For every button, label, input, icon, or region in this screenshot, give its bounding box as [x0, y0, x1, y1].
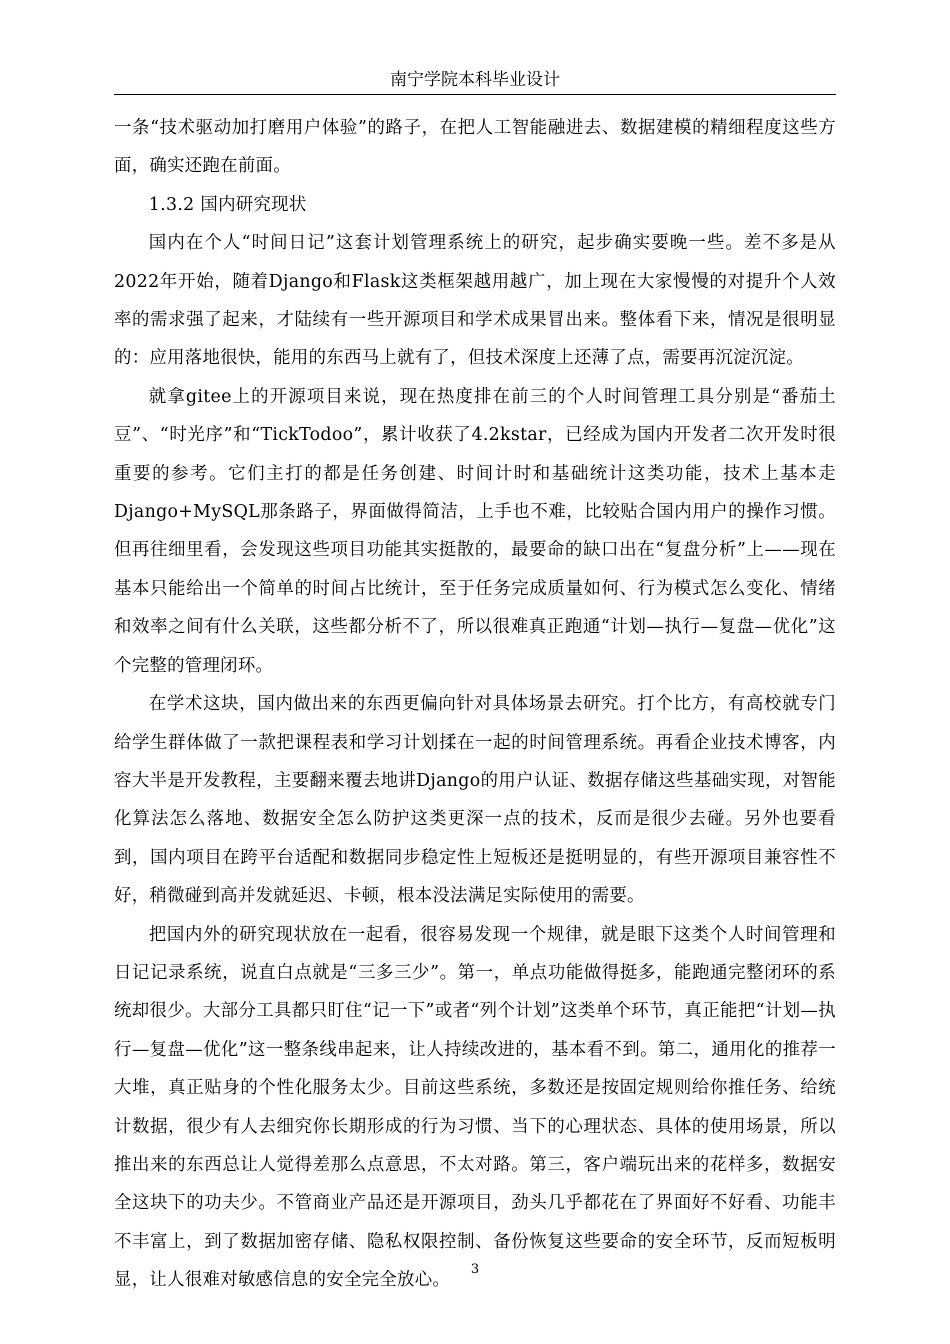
document-body — [114, 109, 836, 1300]
paragraph-1: 国内在个人“时间日记”这套计划管理系统上的研究，起步确实要晚一些。差不多是从2022年开始，随着Django和Flask这类框架越用越广，加上现在大家慢慢的对提升个人效率的需求强了起来，才陆续有一些开源项目和学术成果冒出来。整体看下来，情况是很明显的：应用落地很快，能用的东西马上就有了，但技术深度上还薄了点，需要再沉淀沉淀。 — [114, 233, 836, 369]
page-header — [114, 70, 836, 95]
paragraph-3: 在学术这块，国内做出来的东西更偏向针对具体场景去研究。打个比方，有高校就专门给学生群体做了一款把课程表和学习计划揉在一起的时间管理系统。再看企业技术博客，内容大半是开发教程，主要翻来覆去地讲Django的用户认证、数据存储这些基础实现，对智能化算法怎么落地、数据安全怎么防护这类更深一点的技术，反而是很少去碰。另外也要看到，国内项目在跨平台适配和数据同步稳定性上短板还是挺明显的，有些开源项目兼容性不好，稍微碰到高并发就延迟、卡顿，根本没法满足实际使用的需要。 — [114, 694, 836, 907]
section-heading: 1.3.2 国内研究现状 — [148, 194, 307, 215]
paragraph-continuation: 一条“技术驱动加打磨用户体验”的路子，在把人工智能融进去、数据建模的精细程度这些方面，确实还跑在前面。 — [114, 118, 836, 177]
page-number: 3 — [470, 1262, 480, 1277]
header-title: 南宁学院本科毕业设计 — [390, 70, 560, 90]
paragraph-4: 把国内外的研究现状放在一起看，很容易发现一个规律，就是眼下这类个人时间管理和日记记录系统，说直白点就是“三多三少”。第一，单点功能做得挺多，能跑通完整闭环的系统却很少。大部分工具都只盯住“记一下”或者“列个计划”这类单个环节，真正能把“计划—执行—复盘—优化”这一整条线串起来，让人持续改进的，基本看不到。第二，通用化的推荐一大堆，真正贴身的个性化服务太少。目前这些系统，多数还是按固定规则给你推任务、给统计数据，很少有人去细究你长期形成的行为习惯、当下的心理状态、具体的使用场景，所以推出来的东西总让人觉得差那么点意思，不太对路。第三，客户端玩出来的花样多，数据安全这块下的功夫少。不管商业产品还是开源项目，劲头几乎都花在了界面好不好看、功能丰不丰富上，到了数据加密存储、隐私权限控制、备份恢复这些要命的安全环节，反而短板明显，让人很难对敏感信息的安全完全放心。 — [114, 924, 836, 1291]
paragraph-2: 就拿gitee上的开源项目来说，现在热度排在前三的个人时间管理工具分别是“番茄土豆”、“时光序”和“TickTodoo”，累计收获了4.2kstar，已经成为国内开发者二次开发时很重要的参考。它们主打的都是任务创建、时间计时和基础统计这类功能，技术上基本走Django+MySQL那条路子，界面做得简洁，上手也不难，比较贴合国内用户的操作习惯。但再往细里看，会发现这些项目功能其实挺散的，最要命的缺口出在“复盘分析”上——现在基本只能给出一个简单的时间占比统计，至于任务完成质量如何、行为模式怎么变化、情绪和效率之间有什么关联，这些都分析不了，所以很难真正跑通“计划—执行—复盘—优化”这个完整的管理闭环。 — [114, 386, 836, 676]
